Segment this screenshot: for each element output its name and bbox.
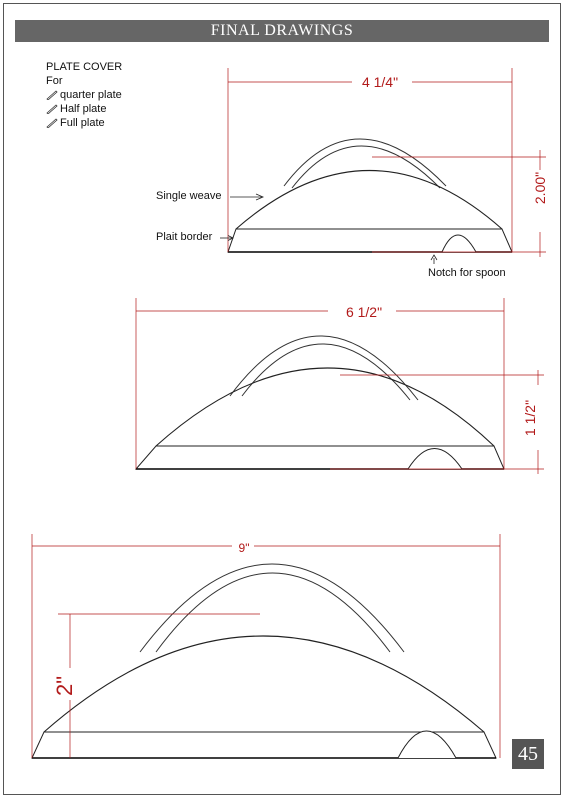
legend-option-label: Full plate — [60, 117, 105, 129]
arrow-right-icon — [230, 194, 263, 200]
callout-notch-for-spoon: Notch for spoon — [428, 267, 506, 279]
arrow-right-icon — [220, 236, 233, 241]
width-dimension-1: 4 1/4" — [361, 74, 399, 90]
width-dimension-3: 9" — [238, 541, 250, 555]
height-dimension-3: 2" — [52, 675, 77, 697]
page-header: FINAL DRAWINGS — [15, 20, 549, 42]
legend-option-label: quarter plate — [60, 89, 122, 101]
callout-single-weave: Single weave — [156, 190, 222, 202]
arrow-up-icon — [431, 255, 437, 264]
drawing-half-plate — [136, 298, 544, 474]
legend-option-label: Half plate — [60, 103, 107, 115]
drawing-quarter-plate — [156, 68, 548, 279]
callout-plait-border: Plait border — [156, 231, 213, 243]
page-number-badge: 45 — [512, 739, 544, 769]
drawing-full-plate — [32, 534, 500, 758]
height-dimension-1: 2.00" — [532, 171, 548, 205]
width-dimension-2: 6 1/2" — [345, 304, 383, 320]
height-dimension-2: 1 1/2" — [522, 399, 538, 437]
legend-for: For — [46, 75, 63, 87]
legend-title: PLATE COVER — [46, 61, 123, 73]
